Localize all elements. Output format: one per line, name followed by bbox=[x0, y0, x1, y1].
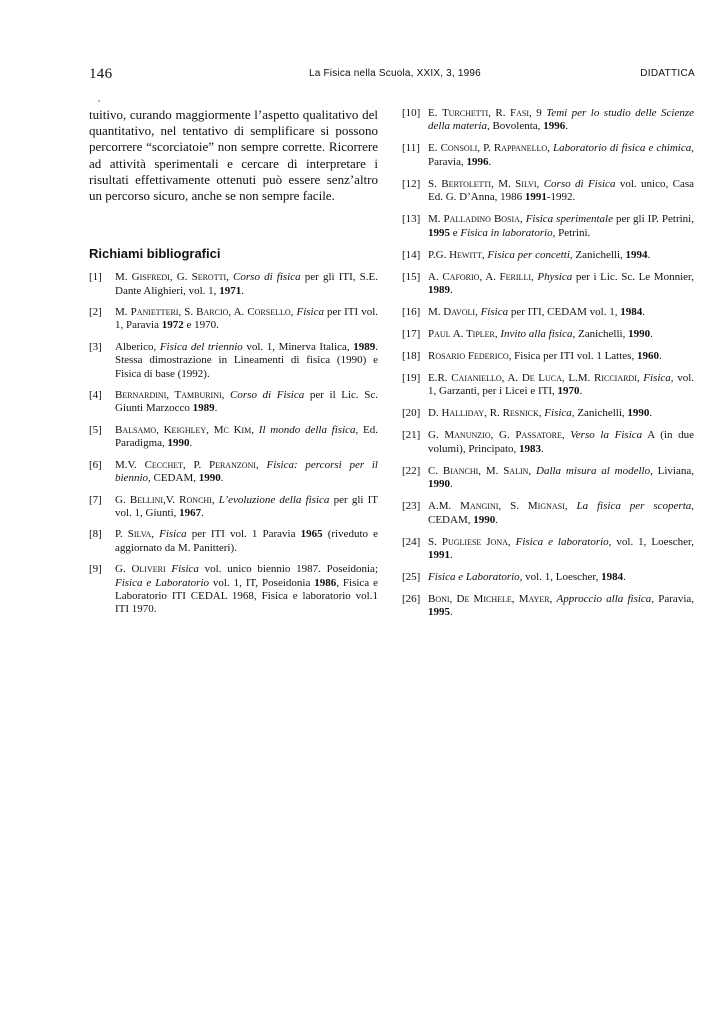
reference-segment: e 1970. bbox=[183, 319, 219, 332]
reference-item bbox=[402, 249, 694, 262]
reference-list-left bbox=[89, 271, 378, 617]
reference-year: 1990 bbox=[198, 472, 221, 485]
reference-title: Dalla misura al modello bbox=[536, 464, 651, 477]
reference-title: Fisica e Laboratorio bbox=[428, 571, 520, 584]
reference-number: [7] bbox=[89, 493, 102, 506]
intro-paragraph: tuitivo, curando maggiormente l’aspetto qualitativo del quantitativo, nel tentativo di semplificare si possono percorrere “scorciatoie” non sempre corrette. Ricorrere ad attività sperimentali e cercare di interpretare i risultati effettivamente ottenuti può essere senz’altro un percorso sicuro, anche se non sempre facile. bbox=[89, 107, 378, 204]
reference-year: 1960 bbox=[636, 350, 659, 363]
page-header bbox=[89, 66, 695, 86]
reference-number: [24] bbox=[402, 535, 421, 548]
reference-number: [18] bbox=[402, 350, 421, 363]
scan-speck bbox=[98, 100, 100, 102]
reference-authors: Salin bbox=[503, 464, 529, 477]
reference-title: Invito alla fisica bbox=[500, 328, 573, 341]
reference-title: Fisica: percorsi per il biennio bbox=[115, 458, 378, 485]
reference-title: Fisica del triennio bbox=[159, 340, 243, 353]
reference-segment: , A. bbox=[479, 270, 500, 283]
reference-authors: Turchetti bbox=[441, 107, 489, 119]
reference-authors: Bianchi bbox=[442, 464, 479, 477]
reference-year: 1970 bbox=[557, 385, 580, 398]
reference-text bbox=[115, 389, 378, 416]
reference-authors: M. Gisfredi, G. Serotti bbox=[115, 271, 227, 284]
reference-number: [20] bbox=[402, 407, 421, 420]
reference-segment: , bbox=[547, 142, 553, 155]
reference-segment: , P. bbox=[477, 142, 494, 155]
reference-text bbox=[428, 407, 694, 420]
reference-authors: Caianiello bbox=[451, 372, 502, 385]
reference-item bbox=[402, 536, 694, 563]
reference-authors: Passatore bbox=[515, 429, 562, 442]
reference-text bbox=[428, 500, 694, 527]
reference-number: [5] bbox=[89, 423, 102, 436]
reference-text bbox=[115, 424, 378, 451]
reference-title: Fisica per concetti bbox=[487, 248, 570, 261]
reference-year: 1971 bbox=[219, 284, 242, 297]
reference-number: [26] bbox=[402, 593, 421, 606]
reference-segment: , bbox=[255, 458, 267, 471]
reference-title: Fisica bbox=[480, 306, 509, 319]
reference-number: [21] bbox=[402, 429, 421, 442]
reference-item bbox=[402, 407, 694, 420]
reference-title: Corso di fisica bbox=[233, 271, 301, 284]
reference-segment: , bbox=[507, 535, 516, 548]
reference-segment: . bbox=[642, 306, 645, 319]
reference-title: Corso di Fisica bbox=[230, 389, 305, 402]
reference-number: [6] bbox=[89, 458, 102, 471]
reference-segment: , bbox=[251, 423, 259, 436]
reference-year: 1983 bbox=[519, 442, 542, 455]
reference-title: Fisica sperimentale bbox=[525, 213, 613, 226]
reference-text bbox=[428, 571, 694, 584]
reference-text bbox=[428, 350, 694, 363]
reference-number: [8] bbox=[89, 528, 102, 541]
reference-segment: . bbox=[450, 478, 453, 491]
reference-item bbox=[89, 389, 378, 416]
reference-year: 1995 bbox=[428, 606, 450, 619]
reference-year: 1989 bbox=[353, 340, 376, 353]
reference-segment: . bbox=[220, 472, 224, 485]
reference-authors: Davoli bbox=[443, 306, 476, 319]
reference-segment: vol. unico biennio 1987. Poseidonia; bbox=[198, 563, 378, 576]
reference-authors: Silvi bbox=[515, 177, 537, 190]
reference-text bbox=[115, 494, 378, 521]
reference-segment: . bbox=[647, 248, 651, 261]
reference-segment: , vol. 1, Loescher, bbox=[519, 571, 602, 584]
reference-segment: , Bovolenta, bbox=[486, 120, 544, 133]
reference-title: Fisica e laboratorio bbox=[515, 535, 609, 548]
reference-year: 1994 bbox=[625, 248, 648, 261]
reference-year: 1984 bbox=[620, 306, 643, 319]
reference-authors: Mignasi bbox=[527, 500, 565, 513]
reference-segment: C. bbox=[428, 464, 443, 477]
reference-authors: Ricciardi bbox=[593, 372, 637, 385]
reference-title: Fisica in laboratorio bbox=[460, 226, 553, 239]
reference-number: [10] bbox=[402, 107, 421, 119]
reference-item bbox=[402, 571, 694, 584]
reference-item bbox=[402, 107, 694, 134]
reference-segment: . bbox=[450, 606, 453, 619]
reference-text bbox=[428, 465, 694, 492]
reference-year: 1990 bbox=[627, 407, 650, 420]
reference-item bbox=[402, 271, 694, 298]
reference-number: [3] bbox=[89, 340, 102, 353]
reference-year: 1991 bbox=[524, 191, 547, 204]
reference-segment: , Zanichelli, bbox=[569, 248, 626, 261]
reference-number: [12] bbox=[402, 177, 421, 190]
reference-item bbox=[89, 306, 378, 333]
reference-title: Fisica bbox=[643, 372, 671, 385]
reference-segment: S. bbox=[428, 535, 442, 548]
reference-year: 1986 bbox=[314, 576, 337, 589]
reference-segment: . bbox=[495, 513, 498, 526]
left-column bbox=[89, 107, 378, 625]
reference-segment: . bbox=[450, 284, 453, 297]
reference-segment: . bbox=[488, 155, 492, 168]
reference-year: 1996 bbox=[543, 120, 566, 133]
reference-number: [11] bbox=[402, 142, 420, 155]
reference-segment: , R. bbox=[488, 107, 510, 119]
reference-text bbox=[428, 178, 694, 205]
reference-authors: Ferilli bbox=[499, 270, 531, 283]
reference-item bbox=[402, 328, 694, 341]
reference-authors: M. Panietteri, S. Barcio, A. Corsello bbox=[115, 306, 291, 319]
reference-authors: Hewitt bbox=[449, 248, 482, 261]
reference-segment: . bbox=[579, 385, 583, 398]
reference-segment: A (in due volumi), Principato, bbox=[428, 429, 695, 455]
reference-title: Fisica bbox=[544, 407, 572, 420]
reference-item bbox=[402, 429, 694, 456]
reference-title: Il mondo della fisica bbox=[258, 423, 356, 436]
reference-segment: , G. bbox=[490, 429, 516, 442]
reference-text bbox=[428, 593, 694, 620]
reference-year: 1967 bbox=[179, 506, 202, 519]
reference-segment: , Fisica per ITI vol. 1 Lattes, bbox=[508, 350, 637, 363]
reference-title: L’evoluzione della fisica bbox=[218, 493, 330, 506]
reference-year: 1991 bbox=[428, 549, 450, 562]
reference-segment: A.M. bbox=[428, 500, 461, 513]
reference-text bbox=[428, 249, 694, 262]
reference-segment: vol. unico, Casa Ed. G. D’Anna, 1986 bbox=[428, 177, 695, 204]
reference-number: [4] bbox=[89, 389, 102, 402]
reference-authors: Palladino Bosia bbox=[443, 213, 520, 226]
reference-segment: E. bbox=[428, 107, 442, 119]
running-title: La Fisica nella Scuola, XXIX, 3, 1996 bbox=[309, 68, 481, 79]
reference-segment: e bbox=[450, 226, 461, 239]
reference-segment: , bbox=[636, 372, 644, 385]
reference-authors: Caforio bbox=[442, 270, 480, 283]
reference-item bbox=[402, 372, 694, 399]
reference-segment: , bbox=[290, 306, 297, 319]
reference-authors: Halliday bbox=[441, 407, 485, 420]
reference-segment: per ITI, CEDAM vol. 1, bbox=[508, 306, 621, 319]
reference-segment: , Zanichelli, bbox=[572, 328, 629, 341]
reference-segment: , L.M. bbox=[561, 372, 594, 385]
reference-segment: M.V. bbox=[115, 458, 145, 471]
reference-authors: Balsamo, Keighley, Mc Kim bbox=[115, 423, 252, 436]
reference-text bbox=[428, 306, 694, 319]
reference-segment: , bbox=[151, 528, 160, 541]
reference-text bbox=[115, 341, 378, 381]
reference-segment: , Paravia, bbox=[428, 142, 694, 168]
reference-segment: . bbox=[658, 350, 662, 363]
reference-title: Fisica bbox=[296, 306, 324, 319]
reference-number: [16] bbox=[402, 306, 421, 319]
reference-text bbox=[428, 536, 694, 563]
reference-title: Corso di Fisica bbox=[543, 177, 616, 190]
reference-segment: (riveduto e aggiornato da M. Panitteri). bbox=[115, 528, 379, 554]
reference-segment: . bbox=[565, 120, 568, 133]
reference-segment: per ITI vol. 1, Paravia bbox=[115, 306, 379, 332]
reference-segment: per i Lic. Sc. Le Monnier, bbox=[572, 270, 694, 283]
reference-segment: vol. 1, Minerva Italica, bbox=[242, 340, 354, 353]
reference-number: [25] bbox=[402, 571, 421, 584]
reference-segment: G. bbox=[115, 563, 132, 576]
reference-authors: Rosario Federico bbox=[428, 350, 509, 363]
reference-segment: , S. bbox=[498, 500, 528, 513]
reference-segment: , Paravia, bbox=[651, 593, 695, 606]
reference-title: Verso la Fisica bbox=[570, 429, 643, 442]
reference-segment: . bbox=[189, 437, 193, 450]
reference-number: [17] bbox=[402, 328, 421, 341]
reference-year: 1989 bbox=[192, 402, 215, 415]
reference-segment: . bbox=[541, 442, 544, 455]
reference-segment: , bbox=[531, 270, 538, 283]
reference-number: [15] bbox=[402, 270, 421, 283]
reference-year: 1995 bbox=[428, 226, 450, 239]
reference-item bbox=[402, 500, 694, 527]
reference-number: [9] bbox=[89, 563, 102, 576]
reference-number: [1] bbox=[89, 271, 102, 284]
reference-item bbox=[402, 142, 694, 169]
reference-text bbox=[428, 271, 694, 298]
reference-item bbox=[89, 494, 378, 521]
reference-number: [22] bbox=[402, 464, 421, 477]
reference-segment: , bbox=[211, 493, 219, 506]
reference-segment: . Stessa dimostrazione in Lineamenti di fisica (1990) e Fisica di base (1992). bbox=[115, 340, 378, 380]
bibliography-heading: Richiami bibliografici bbox=[89, 246, 221, 262]
reference-title: Fisica bbox=[171, 563, 199, 576]
reference-segment: , R. bbox=[484, 407, 503, 420]
reference-segment: , bbox=[475, 306, 481, 319]
reference-authors: Boni, De Michele, Mayer bbox=[428, 593, 550, 606]
reference-item bbox=[89, 459, 378, 486]
reference-segment: E.R. bbox=[428, 372, 452, 385]
reference-year: 1990 bbox=[167, 437, 190, 450]
reference-authors: Bernardini, Tamburini bbox=[115, 389, 222, 402]
reference-item bbox=[89, 341, 378, 381]
reference-number: [19] bbox=[402, 372, 421, 385]
reference-segment: G. bbox=[428, 429, 445, 442]
reference-segment: , bbox=[549, 593, 557, 606]
reference-item bbox=[402, 465, 694, 492]
reference-segment: E. bbox=[428, 142, 441, 155]
reference-segment: , bbox=[528, 464, 536, 477]
reference-segment: , bbox=[536, 177, 544, 190]
reference-segment: , bbox=[226, 271, 234, 284]
reference-title: Laboratorio di fisica e chimica bbox=[552, 142, 692, 155]
section-label: DIDATTICA bbox=[640, 68, 695, 79]
reference-title: Physica bbox=[537, 270, 573, 283]
reference-authors: Resnick bbox=[502, 407, 539, 420]
reference-text bbox=[428, 372, 694, 399]
reference-title: La fisica per scoperta bbox=[576, 500, 692, 513]
reference-segment: . bbox=[241, 284, 244, 297]
reference-segment: . bbox=[450, 549, 453, 562]
reference-segment: S. bbox=[428, 177, 442, 190]
reference-text bbox=[428, 142, 694, 169]
reference-segment: per gli IT vol. 1, Giunti, bbox=[115, 493, 378, 519]
reference-item bbox=[89, 563, 378, 617]
reference-segment: , CEDAM, bbox=[428, 500, 694, 526]
reference-segment: per il Lic. Sc. Giunti Marzocco bbox=[115, 389, 379, 415]
reference-authors: De Luca bbox=[521, 372, 562, 385]
reference-authors: Paul A. Tipler bbox=[428, 328, 495, 341]
reference-segment: . bbox=[623, 571, 626, 584]
reference-year: 1990 bbox=[428, 478, 450, 491]
reference-text bbox=[428, 107, 694, 134]
reference-number: [23] bbox=[402, 500, 421, 513]
reference-segment: , bbox=[221, 389, 231, 402]
reference-segment: , Ed. Paradigma, bbox=[115, 423, 378, 450]
reference-segment: , vol. 1, Garzanti, per i Licei e ITI, bbox=[428, 372, 695, 398]
reference-text bbox=[115, 459, 378, 486]
reference-segment: . bbox=[214, 402, 218, 415]
reference-segment: , Fisica e Laboratorio ITI CEDAL 1968, Fisica e laboratorio vol.1 ITI 1970. bbox=[115, 576, 378, 616]
reference-year: 1972 bbox=[161, 319, 184, 332]
reference-title: Temi per lo studio delle Scienze della materia bbox=[428, 107, 694, 133]
reference-authors: Consoli bbox=[440, 142, 478, 155]
reference-segment: , Liviana, bbox=[650, 464, 694, 477]
reference-item bbox=[402, 178, 694, 205]
reference-item bbox=[402, 306, 694, 319]
reference-segment: , M. bbox=[491, 177, 516, 190]
right-column bbox=[402, 107, 694, 628]
page-number: 146 bbox=[89, 66, 113, 82]
reference-year: 1984 bbox=[601, 571, 624, 584]
reference-segment: , CEDAM, bbox=[148, 472, 199, 485]
reference-segment: , bbox=[519, 213, 526, 226]
reference-segment: D. bbox=[428, 407, 442, 420]
reference-segment: , Petrini. bbox=[552, 226, 591, 239]
reference-text bbox=[115, 271, 378, 298]
reference-item bbox=[402, 213, 694, 240]
reference-segment: , M. bbox=[478, 464, 504, 477]
reference-title: Approccio alla fisica bbox=[556, 593, 652, 606]
reference-year: 1965 bbox=[300, 528, 323, 541]
reference-segment: , bbox=[481, 248, 488, 261]
reference-segment: per gli IP. Petrini, bbox=[613, 213, 694, 226]
reference-list-right bbox=[402, 107, 694, 620]
reference-text bbox=[428, 328, 694, 341]
reference-segment: P. bbox=[115, 528, 128, 541]
reference-text bbox=[428, 429, 694, 456]
reference-authors: Silva bbox=[127, 528, 152, 541]
reference-segment: , Zanichelli, bbox=[571, 407, 628, 420]
reference-authors: Fasi bbox=[510, 107, 530, 119]
reference-authors: Cecchet, P. Peranzoni bbox=[144, 458, 256, 471]
reference-text bbox=[115, 528, 378, 555]
reference-text bbox=[428, 213, 694, 240]
reference-year: 1990 bbox=[473, 513, 496, 526]
reference-authors: Pugliese Jona bbox=[441, 535, 508, 548]
reference-segment: . bbox=[201, 506, 204, 519]
reference-segment: -1992. bbox=[546, 191, 576, 204]
reference-segment: P.G. bbox=[428, 248, 450, 261]
reference-number: [14] bbox=[402, 248, 421, 261]
reference-title: Fisica bbox=[159, 528, 187, 541]
reference-segment: , vol. 1, Loescher, bbox=[608, 535, 695, 548]
reference-year: 1996 bbox=[466, 155, 489, 168]
reference-text bbox=[115, 563, 378, 617]
reference-segment: , bbox=[494, 328, 501, 341]
reference-segment: M. bbox=[428, 213, 444, 226]
reference-number: [2] bbox=[89, 306, 102, 319]
reference-segment: per gli ITI, S.E. Dante Alighieri, vol. 1, bbox=[115, 271, 378, 297]
reference-item bbox=[89, 528, 378, 555]
reference-authors: Manunzio bbox=[444, 429, 491, 442]
reference-segment: , bbox=[538, 407, 545, 420]
reference-item bbox=[402, 350, 694, 363]
reference-year: 1990 bbox=[628, 328, 651, 341]
reference-authors: Bertoletti bbox=[441, 177, 492, 190]
reference-number: [13] bbox=[402, 213, 421, 226]
reference-text bbox=[115, 306, 378, 333]
reference-authors: Oliveri bbox=[131, 563, 166, 576]
reference-segment: Alberico, bbox=[115, 340, 160, 353]
reference-title: Fisica e Laboratorio bbox=[115, 576, 210, 589]
reference-authors: Rappanello bbox=[493, 142, 548, 155]
reference-authors: G. Bellini,V. Ronchi bbox=[115, 493, 212, 506]
reference-authors: Mangini bbox=[460, 500, 499, 513]
reference-segment: vol. 1, IT, Poseidonia bbox=[209, 576, 315, 589]
reference-segment: , 9 bbox=[529, 107, 547, 119]
reference-year: 1989 bbox=[428, 284, 450, 297]
reference-segment: , A. bbox=[501, 372, 522, 385]
reference-item bbox=[402, 593, 694, 620]
reference-segment: , bbox=[564, 500, 577, 513]
reference-segment: A. bbox=[428, 270, 443, 283]
reference-segment: . bbox=[650, 328, 653, 341]
reference-segment: , bbox=[561, 429, 571, 442]
reference-item bbox=[89, 271, 378, 298]
reference-item bbox=[89, 424, 378, 451]
reference-segment: per ITI vol. 1 Paravia bbox=[186, 528, 301, 541]
reference-segment: M. bbox=[428, 306, 444, 319]
reference-segment: . bbox=[649, 407, 653, 420]
